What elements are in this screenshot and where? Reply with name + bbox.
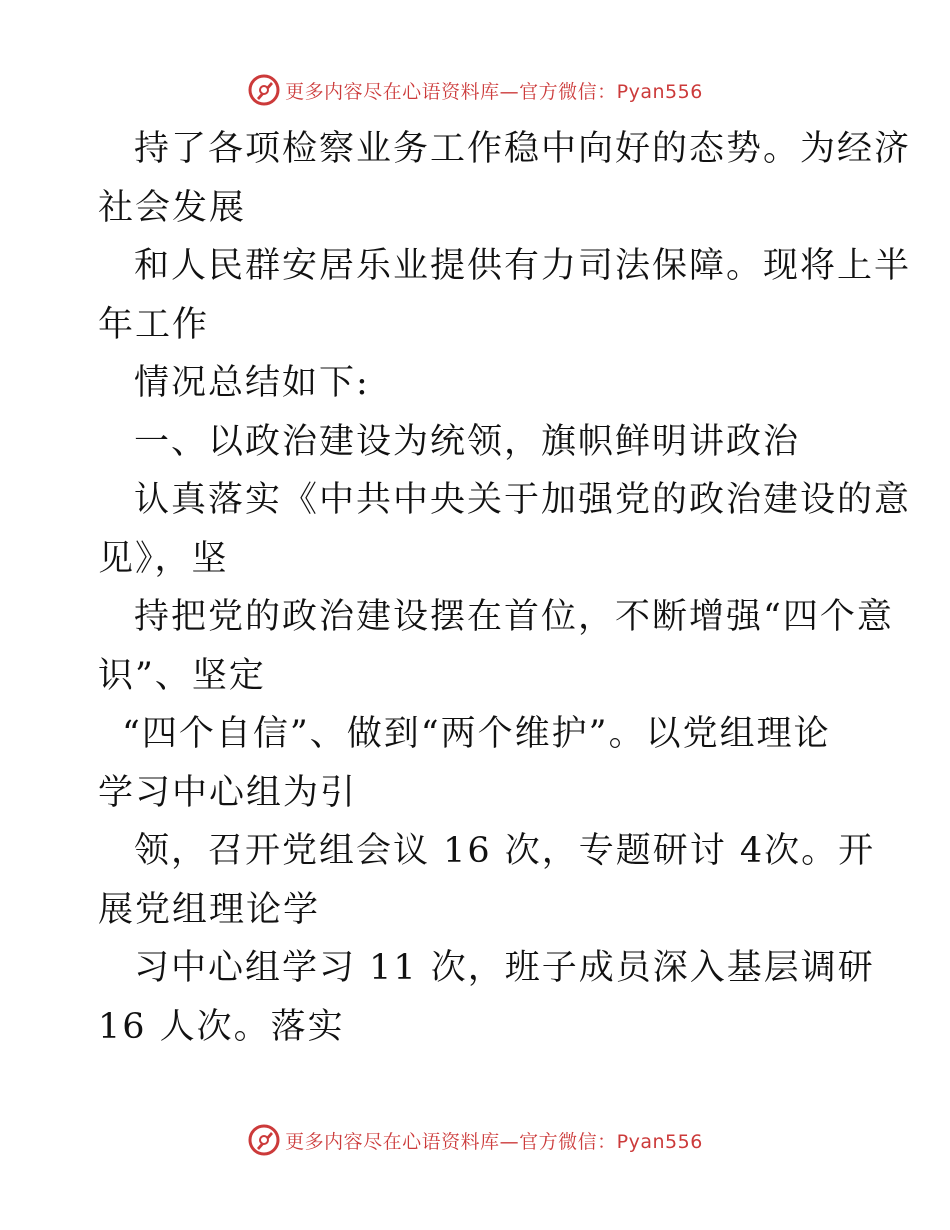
text-line: 展党组理论学: [98, 889, 321, 930]
header-watermark: [0, 70, 950, 110]
text-line: 认真落实《中共中央关于加强党的政治建设的意: [134, 480, 912, 520]
text-line: 年工作: [98, 304, 210, 345]
section-heading: 一、以政治建设为统领，旗帜鲜明讲政治: [134, 421, 801, 462]
text-line: 见》，坚: [98, 538, 229, 579]
footer-watermark: [0, 1120, 950, 1160]
document-body: [98, 120, 912, 1056]
text-line: 持了各项检察业务工作稳中向好的态势。为经济: [134, 129, 912, 169]
watermark-text: 更多内容尽在心语资料库—官方微信：Pyan556: [285, 80, 703, 103]
text-line: 社会发展: [98, 187, 247, 228]
text-line: 识”、坚定: [98, 655, 266, 696]
text-line: 学习中心组为引: [98, 772, 358, 813]
text-line: 领，召开党组会议 16 次，专题研讨 4次。开: [134, 831, 876, 871]
text-line: 持把党的政治建设摆在首位，不断增强“四个意: [134, 597, 894, 637]
text-line: 习中心组学习 11 次，班子成员深入基层调研: [134, 948, 875, 988]
quill-logo-icon: [247, 73, 281, 107]
text-line: 16 人次。落实: [98, 1006, 345, 1047]
text-line: 和人民群安居乐业提供有力司法保障。现将上半: [134, 246, 912, 286]
text-line: “四个自信”、做到“两个维护”。以党组理论: [122, 714, 831, 754]
quill-logo-icon: [247, 1123, 281, 1157]
text-line: 情况总结如下:: [134, 363, 370, 403]
watermark-text: 更多内容尽在心语资料库—官方微信：Pyan556: [285, 1130, 703, 1153]
